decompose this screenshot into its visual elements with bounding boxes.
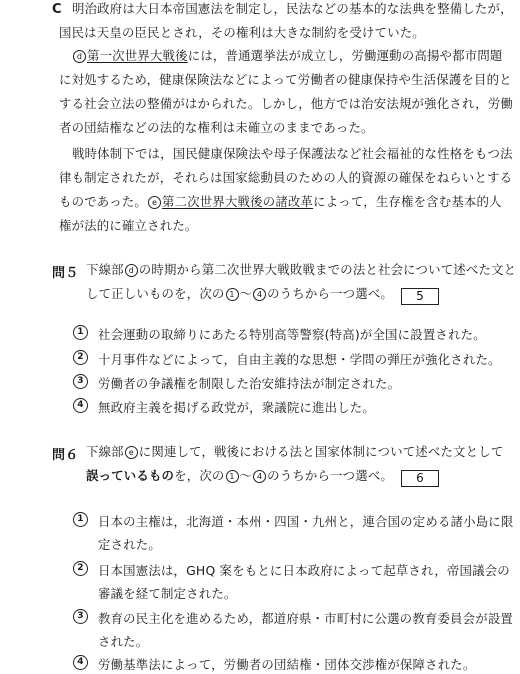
option-number[interactable]: 2	[73, 350, 88, 365]
option-text: 定された。	[98, 537, 161, 552]
paragraph-line: 律も制定されたが，それらは国家総動員のための人的資源の確保をねらいとする	[59, 170, 513, 185]
paragraph-line: 権が法的に確立された。	[59, 218, 198, 233]
question-5-label: 問５	[52, 266, 79, 281]
option-text: 日本国憲法は，GHQ 案をもとに日本政府によって起草され，帝国議会の	[98, 563, 510, 578]
underlined-phrase-e: 第二次世界大戦後の諸改革	[162, 194, 314, 209]
underlined-phrase-d: 第一次世界大戦後	[87, 48, 188, 63]
paragraph-line: する社会立法の整備がはかられた。しかし，他方では治安法規が強化され，労働	[59, 96, 514, 111]
question-5-stem-line2: して正しいものを，次の 1 ～ 4 のうちから一つ選べ。 5	[86, 286, 439, 305]
question-6-label: 問６	[52, 448, 79, 463]
option-number[interactable]: 4	[73, 398, 88, 413]
option-number[interactable]: 3	[73, 374, 88, 389]
option-text: 労働基準法によって，労働者の団結権・団体交渉権が保障された。	[98, 657, 476, 672]
question-6-stem-line2: 誤っているものを，次の 1 ～ 4 のうちから一つ選べ。 6	[86, 468, 439, 487]
option-number[interactable]: 1	[73, 512, 88, 527]
option-text: 十月事件などによって，自由主義的な思想・学問の弾圧が強化された。	[98, 352, 501, 367]
paragraph-line: d 第一次世界大戦後には，普通選挙法が成立し，労働運動の高揚や都市問題	[72, 48, 503, 64]
section-label: C	[52, 2, 62, 17]
underline-marker-d: d	[73, 50, 86, 63]
option-number[interactable]: 2	[73, 561, 88, 576]
option-text: 教育の民主化を進めるため，都道府県・市町村に公選の教育委員会が設置	[98, 611, 513, 626]
option-text: された。	[98, 634, 149, 649]
option-number[interactable]: 1	[73, 325, 88, 340]
option-text: 社会運動の取締りにあたる特別高等警察(特高)が全国に設置された。	[98, 327, 486, 342]
paragraph-line: 戦時体制下では，国民健康保険法や母子保護法など社会福祉的な性格をもつ法	[72, 146, 513, 161]
underline-marker-e: e	[148, 196, 161, 209]
option-text: 日本の主権は，北海道・本州・四国・九州と，連合国の定める諸小島に限	[98, 514, 514, 529]
paragraph-line: ものであった。 e 第二次世界大戦後の諸改革によって，生存権を含む基本的人	[59, 194, 502, 209]
paragraph-line: 国民は天皇の臣民とされ，その権利は大きな制約を受けていた。	[59, 25, 425, 40]
option-text: 審議を経て制定された。	[98, 586, 237, 601]
emphasis-incorrect: 誤っているもの	[86, 468, 175, 483]
option-text: 労働者の争議権を制限した治安維持法が制定された。	[98, 376, 401, 391]
question-5-stem: 下線部 d の時期から第二次世界大戦敗戦までの法と社会について述べた文と	[86, 262, 517, 277]
answer-box-5[interactable]: 5	[401, 288, 439, 305]
paragraph-line: 明治政府は大日本帝国憲法を制定し，民法などの基本的な法典を整備したが，	[72, 1, 513, 16]
option-text: 無政府主義を掲げる政党が，衆議院に進出した。	[98, 400, 375, 415]
question-6-stem: 下線部 e に関連して，戦後における法と国家体制について述べた文として	[86, 444, 504, 459]
option-number[interactable]: 3	[73, 609, 88, 624]
answer-box-6[interactable]: 6	[401, 470, 439, 487]
option-number[interactable]: 4	[73, 655, 88, 670]
marker-d-ref: d	[125, 264, 138, 277]
paragraph-line: に対処するため，健康保険法などによって労働者の健康保持や生活保護を目的と	[59, 72, 512, 87]
paragraph-line: 者の団結権などの法的な権利は未確立のままであった。	[59, 120, 374, 135]
marker-e-ref: e	[125, 446, 138, 459]
